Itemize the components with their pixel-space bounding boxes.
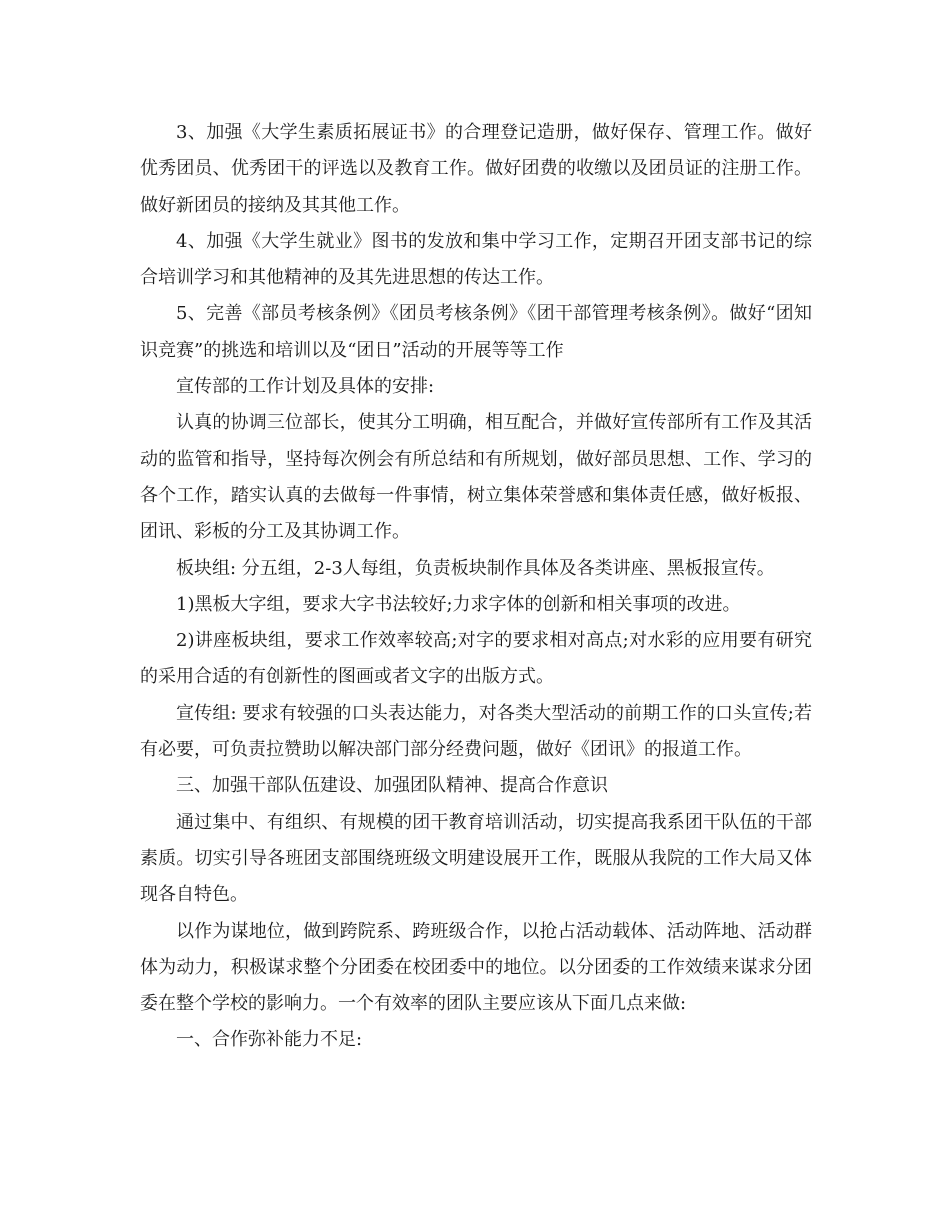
paragraph: 通过集中、有组织、有规模的团干教育培训活动，切实提高我系团干队伍的干部素质。切实引导各班团支部围绕班级文明建设展开工作，既服从我院的工作大局又体现各自特色。 (140, 811, 812, 906)
section-heading: 三、加强干部队伍建设、加强团队精神、提高合作意识 (176, 775, 608, 797)
paragraph: 以作为谋地位，做到跨院系、跨班级合作，以抢占活动载体、活动阵地、活动群体为动力，积极谋求整个分团委在校团委中的地位。以分团委的工作效绩来谋求分团委在整个学校的影响力。一个有效率的团队主要应该从下面几点来做: (140, 920, 812, 1015)
paragraph: 1)黑板大字组，要求大字书法较好;力求字体的创新和相关事项的改进。 (176, 593, 741, 615)
paragraph: 5、完善《部员考核条例》《团员考核条例》《团干部管理考核条例》。做好“团知识竞赛”的挑选和培训以及“团日”活动的开展等等工作 (140, 303, 812, 361)
paragraph: 3、加强《大学生素质拓展证书》的合理登记造册，做好保存、管理工作。做好优秀团员、优秀团干的评选以及教育工作。做好团费的收缴以及团员证的注册工作。做好新团员的接纳及其其他工作。 (140, 122, 812, 216)
paragraph: 4、加强《大学生就业》图书的发放和集中学习工作，定期召开团支部书记的综合培训学习和其他精神的及其先进思想的传达工作。 (140, 230, 812, 289)
section-heading: 一、合作弥补能力不足: (176, 1029, 363, 1051)
document-body (140, 115, 812, 1059)
paragraph: 板块组: 分五组，2-3人每组，负责板块制作具体及各类讲座、黑板报宣传。 (176, 557, 775, 579)
paragraph: 宣传组: 要求有较强的口头表达能力，对各类大型活动的前期工作的口头宣传;若有必要，可负责拉赞助以解决部门部分经费问题，做好《团讯》的报道工作。 (140, 702, 812, 761)
paragraph: 2)讲座板块组，要求工作效率较高;对字的要求相对高点;对水彩的应用要有研究的采用合适的有创新性的图画或者文字的出版方式。 (140, 630, 812, 688)
paragraph: 认真的协调三位部长，使其分工明确，相互配合，并做好宣传部所有工作及其活动的监管和指导，坚持每次例会有所总结和有所规划，做好部员思想、工作、学习的各个工作，踏实认真的去做每一件事情，树立集体荣誉感和集体责任感，做好板报、团讯、彩板的分工及其协调工作。 (140, 412, 812, 543)
paragraph: 宣传部的工作计划及具体的安排: (176, 376, 435, 398)
